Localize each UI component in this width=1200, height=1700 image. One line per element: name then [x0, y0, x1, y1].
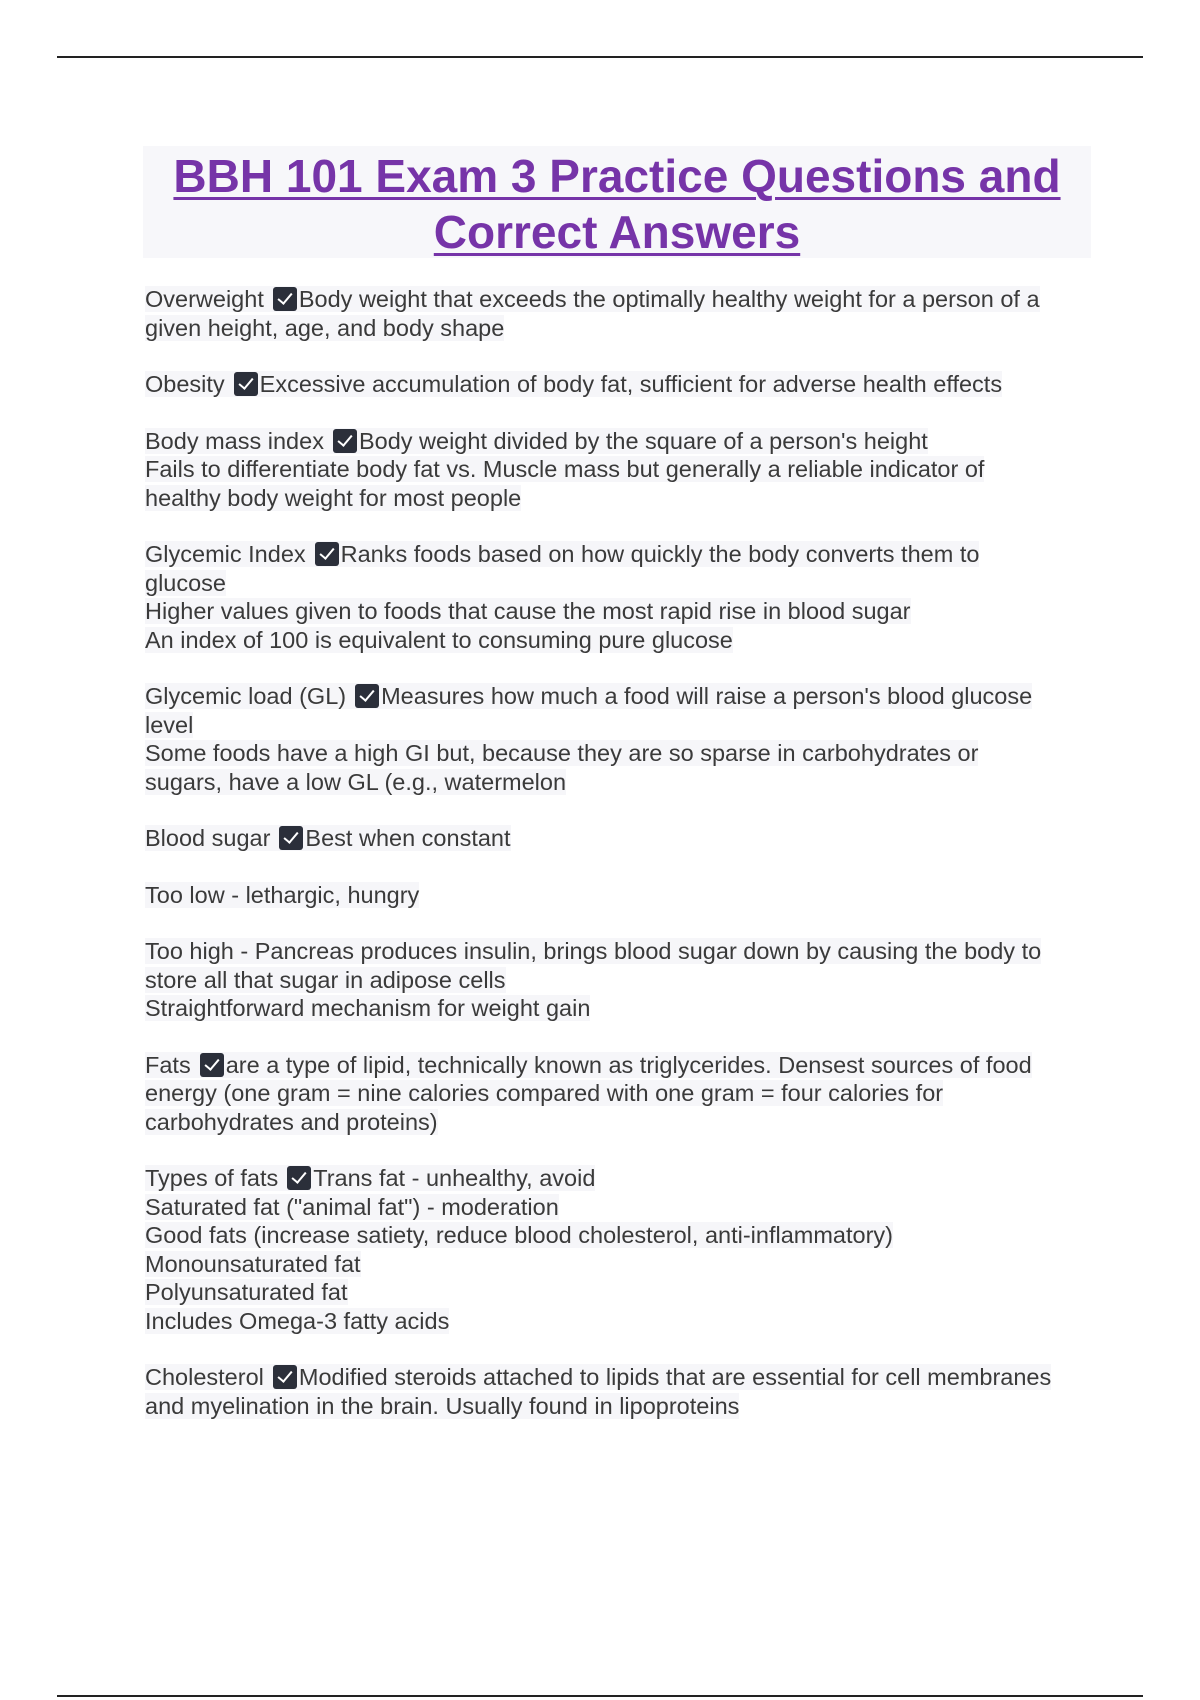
line-text	[145, 428, 928, 454]
entry-answer-text: Fails to differentiate body fat vs. Muscle mass but generally a reliable indicator of	[145, 456, 985, 482]
entry-line	[145, 682, 1095, 711]
entry-answer-text: An index of 100 is equivalent to consuming pure glucose	[145, 626, 733, 653]
qa-entry	[145, 937, 1095, 1023]
line-text	[145, 456, 984, 482]
entry-line	[145, 1307, 1095, 1336]
entry-term: Overweight	[145, 286, 264, 312]
entry-line	[145, 597, 1095, 626]
entry-line	[145, 455, 1095, 484]
check-box-icon	[234, 372, 258, 396]
entry-line	[145, 1278, 1095, 1307]
line-text	[145, 598, 911, 624]
entry-line	[145, 1221, 1095, 1250]
entry-answer-text: store all that sugar in adipose cells	[145, 966, 506, 993]
entry-answer-text: Excessive accumulation of body fat, sufficient for adverse health effects	[259, 371, 1003, 397]
entry-answer-text: Too low - lethargic, hungry	[145, 881, 420, 908]
line-text	[145, 1052, 1032, 1078]
entry-line	[145, 285, 1095, 314]
line-text	[145, 1251, 361, 1277]
line-text	[145, 769, 566, 795]
entry-answer-text: Trans fat - unhealthy, avoid	[313, 1165, 596, 1191]
line-text	[145, 683, 1032, 709]
line-text	[145, 627, 733, 653]
document-title	[143, 146, 1091, 260]
entry-answer-text: Polyunsaturated fat	[145, 1279, 348, 1305]
line-text	[145, 995, 590, 1021]
entry-answer-text: glucose	[145, 569, 226, 596]
qa-entry	[145, 285, 1095, 342]
line-text	[145, 485, 521, 511]
entry-answer-text: Saturated fat ("animal fat") - moderation	[145, 1193, 559, 1220]
entry-line	[145, 1363, 1095, 1392]
check-box-icon	[315, 542, 339, 566]
line-text	[145, 286, 1040, 312]
entry-line	[145, 1193, 1095, 1222]
entry-answer-text: Monounsaturated fat	[145, 1250, 361, 1277]
entry-line	[145, 739, 1095, 768]
entry-answer-text: healthy body weight for most people	[145, 484, 522, 511]
check-box-icon	[200, 1053, 224, 1077]
entry-answer-text: sugars, have a low GL (e.g., watermelon	[145, 768, 567, 795]
entry-term: Glycemic load (GL)	[145, 683, 347, 709]
title-line-2: Correct Answers	[433, 206, 801, 258]
check-box-icon	[333, 429, 357, 453]
entry-line	[145, 484, 1095, 513]
entry-line	[145, 370, 1095, 399]
entry-line	[145, 768, 1095, 797]
title-line-1: BBH 101 Exam 3 Practice Questions and	[173, 150, 1061, 202]
qa-entry	[145, 881, 1095, 910]
entry-line	[145, 994, 1095, 1023]
entry-answer-text: Good fats (increase satiety, reduce blood cholesterol, anti-inflammatory)	[145, 1222, 893, 1248]
line-text	[145, 882, 419, 908]
entry-answer-text: Straightforward mechanism for weight gain	[145, 995, 591, 1021]
line-text	[145, 967, 506, 993]
entry-line	[145, 1392, 1095, 1421]
line-text	[145, 1364, 1051, 1390]
qa-list	[145, 285, 1095, 1448]
qa-entry	[145, 1164, 1095, 1335]
qa-entry	[145, 1051, 1095, 1137]
line-text	[145, 712, 193, 738]
entry-answer-text: Body weight divided by the square of a person's height	[358, 427, 928, 454]
line-text	[145, 315, 504, 341]
qa-entry	[145, 682, 1095, 796]
entry-line	[145, 427, 1095, 456]
line-text	[145, 938, 1041, 964]
line-text	[145, 1393, 739, 1419]
line-text	[145, 1308, 449, 1334]
line-text	[145, 1080, 943, 1106]
entry-line	[145, 569, 1095, 598]
check-box-icon	[287, 1166, 311, 1190]
entry-answer-text: Includes Omega-3 fatty acids	[145, 1307, 450, 1334]
entry-term: Blood sugar	[145, 825, 271, 851]
entry-answer-text: Ranks foods based on how quickly the body converts them to	[340, 541, 980, 567]
check-box-icon	[355, 684, 379, 708]
check-box-icon	[273, 1365, 297, 1389]
entry-answer-text: Too high - Pancreas produces insulin, brings blood sugar down by causing the body to	[145, 938, 1042, 964]
line-text	[145, 1194, 559, 1220]
line-text	[145, 1109, 438, 1135]
line-text	[145, 825, 511, 851]
entry-line	[145, 1164, 1095, 1193]
qa-entry	[145, 824, 1095, 853]
qa-entry	[145, 540, 1095, 654]
entry-answer-text: are a type of lipid, technically known as triglycerides. Densest sources of food	[225, 1051, 1032, 1078]
entry-answer-text: Measures how much a food will raise a person's blood glucose	[381, 683, 1033, 709]
line-text	[145, 570, 226, 596]
entry-line	[145, 626, 1095, 655]
entry-line	[145, 314, 1095, 343]
entry-line	[145, 966, 1095, 995]
check-box-icon	[273, 287, 297, 311]
check-box-icon	[279, 826, 303, 850]
line-text	[145, 1165, 595, 1191]
entry-term: Types of fats	[145, 1165, 279, 1191]
entry-answer-text: level	[145, 711, 194, 738]
line-text	[145, 1222, 893, 1248]
entry-answer-text: energy (one gram = nine calories compared with one gram = four calories for	[145, 1080, 944, 1106]
qa-entry	[145, 427, 1095, 513]
entry-line	[145, 1250, 1095, 1279]
entry-line	[145, 1108, 1095, 1137]
entry-answer-text: given height, age, and body shape	[145, 314, 505, 341]
entry-term: Body mass index	[145, 427, 324, 454]
entry-line	[145, 824, 1095, 853]
entry-line	[145, 711, 1095, 740]
entry-answer-text: and myelination in the brain. Usually found in lipoproteins	[145, 1392, 740, 1419]
top-divider	[57, 56, 1143, 58]
entry-line	[145, 540, 1095, 569]
entry-term: Glycemic Index	[145, 541, 306, 567]
entry-line	[145, 1079, 1095, 1108]
entry-answer-text: Best when constant	[305, 825, 511, 851]
entry-term: Obesity	[145, 371, 225, 397]
entry-line	[145, 1051, 1095, 1080]
entry-answer-text: carbohydrates and proteins)	[145, 1108, 438, 1135]
entry-term: Fats	[145, 1051, 191, 1078]
bottom-divider	[57, 1695, 1143, 1697]
qa-entry	[145, 370, 1095, 399]
line-text	[145, 740, 978, 766]
line-text	[145, 541, 979, 567]
line-text	[145, 371, 1002, 397]
entry-term: Cholesterol	[145, 1364, 264, 1390]
entry-line	[145, 881, 1095, 910]
line-text	[145, 1279, 348, 1305]
entry-answer-text: Some foods have a high GI but, because they are so sparse in carbohydrates or	[145, 740, 979, 766]
entry-line	[145, 937, 1095, 966]
entry-answer-text: Higher values given to foods that cause the most rapid rise in blood sugar	[145, 598, 911, 624]
qa-entry	[145, 1363, 1095, 1420]
title-block	[143, 146, 1091, 258]
entry-answer-text: Modified steroids attached to lipids that are essential for cell membranes	[298, 1364, 1052, 1390]
entry-answer-text: Body weight that exceeds the optimally healthy weight for a person of a	[298, 286, 1040, 312]
